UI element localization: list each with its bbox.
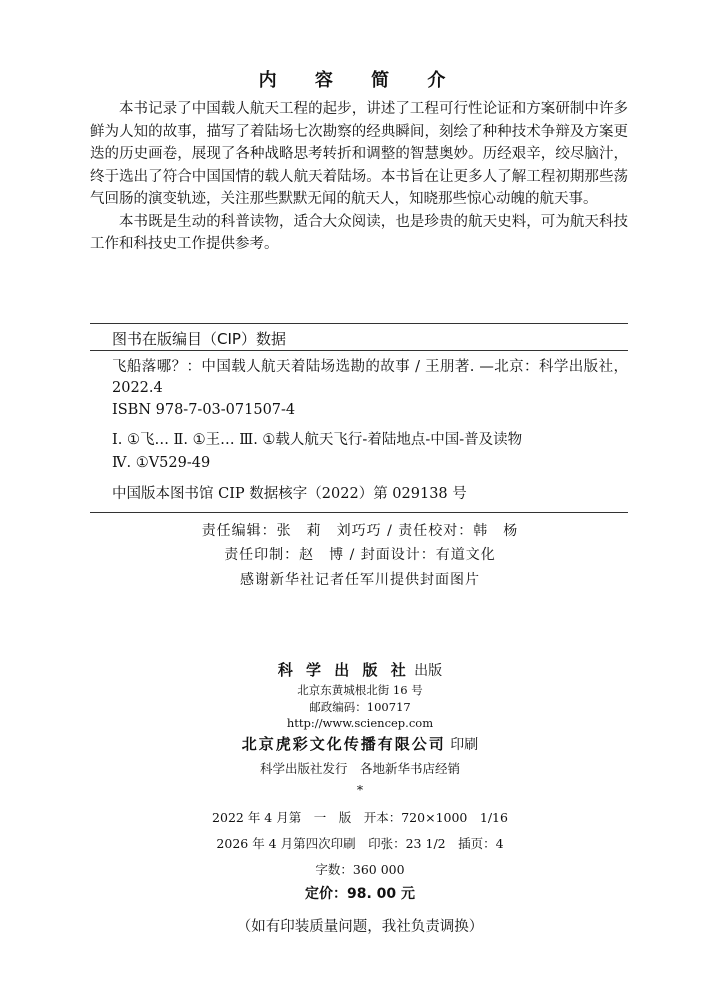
publisher-name: 科 学 出 版 社	[277, 661, 410, 679]
cip-top-rule	[90, 323, 628, 324]
intro-paragraph: 本书记录了中国载人航天工程的起步，讲述了工程可行性论证和方案研制中许多鲜为人知的故事，描写了着陆场七次勘察的经典瞬间，刻绘了种种技术争辩及方案更迭的历史画卷，展现了各种战略思考转折和调整的智慧奥妙。历经艰辛，绞尽脑汁，终于选出了符合中国国情的载人航天着陆场。本书旨在让更多人了解工程初期那些荡气回肠的演变轨迹，关注那些默默无闻的航天人，知晓那些惊心动魄的航天事。	[90, 101, 628, 207]
cip-isbn: ISBN 978-7-03-071507-4	[112, 402, 296, 418]
cip-bottom-rule	[90, 512, 628, 513]
cip-heading-rule	[90, 350, 628, 351]
quality-notice: （如有印装质量问题，我社负责调换）	[236, 919, 484, 935]
cip-entry: 飞船落哪？：中国载人航天着陆场选勘的故事 / 王朋著. —北京：科学出版社，2022.4	[112, 359, 628, 396]
edition-line: 2022 年 4 月第 一 版 开本：720×1000 1/16	[212, 810, 508, 825]
printer-name: 北京虎彩文化传播有限公司	[241, 735, 446, 753]
cip-heading: 图书在版编目（CIP）数据	[112, 330, 286, 348]
publisher-website: http://www.sciencep.com	[286, 716, 434, 730]
publisher-line	[0, 659, 720, 680]
word-count: 字数：360 000	[315, 862, 405, 877]
intro-body	[90, 98, 628, 256]
credits-editors: 责任编辑：张 莉 刘巧巧 / 责任校对：韩 杨	[201, 523, 519, 539]
printer-line	[0, 733, 720, 754]
printing-line: 2026 年 4 月第四次印刷 印张：23 1/2 插页：4	[216, 836, 504, 851]
publisher-address: 北京东黄城根北街 16 号	[297, 683, 423, 697]
printer-suffix: 印刷	[445, 737, 479, 753]
cip-record-number: 中国版本图书馆 CIP 数据核字（2022）第 029138 号	[112, 486, 467, 502]
publisher-postcode: 邮政编码：100717	[309, 700, 411, 714]
publisher-suffix: 出版	[409, 663, 443, 679]
distribution-line: 科学出版社发行 各地新华书店经销	[259, 761, 460, 776]
cip-classification-1: Ⅰ. ①飞… Ⅱ. ①王… Ⅲ. ①载人航天飞行-着陆地点-中国-普及读物	[112, 432, 523, 448]
cip-classification-2: Ⅳ. ①V529-49	[112, 455, 211, 471]
separator-star: *	[356, 782, 364, 797]
credits-cover-photo: 感谢新华社记者任军川提供封面图片	[240, 572, 480, 588]
intro-title: 内 容 简 介	[258, 70, 462, 91]
price: 定价：98. 00 元	[304, 886, 416, 902]
intro-paragraph: 本书既是生动的科普读物，适合大众阅读，也是珍贵的航天史料，可为航天科技工作和科技史工作提供参考。	[90, 213, 628, 252]
credits-printing-design: 责任印制：赵 博 / 封面设计：有道文化	[224, 547, 496, 563]
